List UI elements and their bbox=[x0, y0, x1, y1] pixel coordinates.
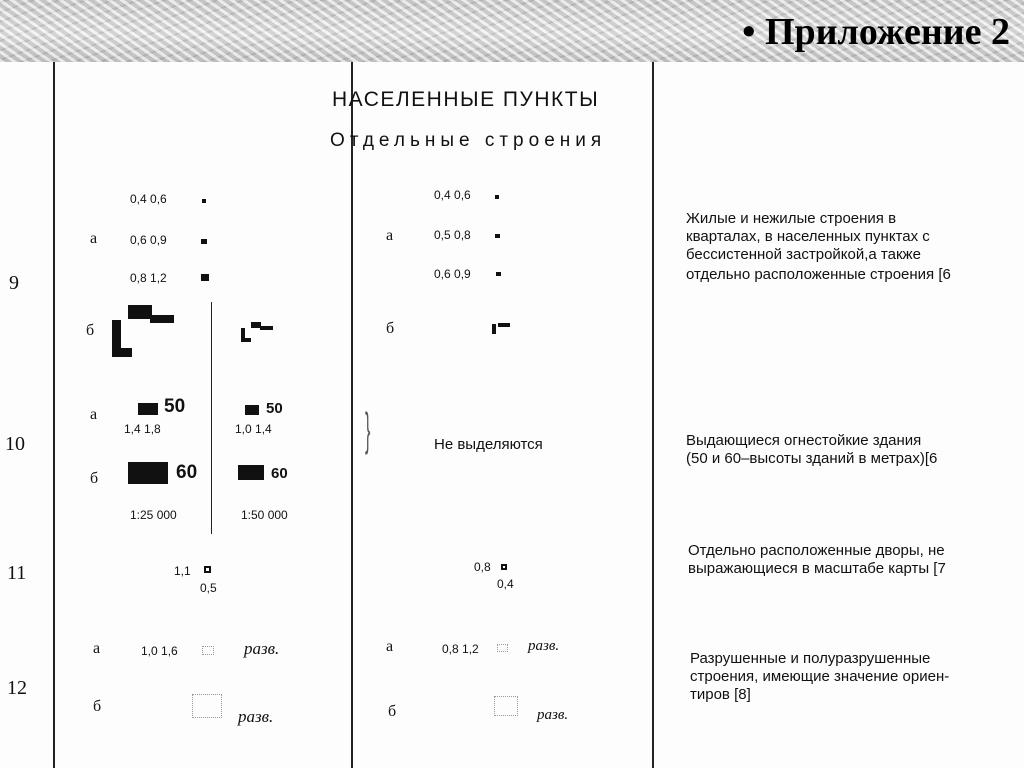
row9-left-dims-1: 0,4 0,6 bbox=[130, 192, 167, 206]
row9-description-line-3: бессистенной застройкой,а также bbox=[686, 246, 921, 263]
row9-label-a: а bbox=[90, 230, 98, 247]
ruined-building-symbol bbox=[202, 646, 214, 655]
row9-right-label-b: б bbox=[386, 320, 395, 337]
ruined-building-symbol bbox=[497, 644, 508, 652]
row11-description-line-1: Отдельно расположенные дворы, не bbox=[688, 542, 945, 559]
row10-label-b: б bbox=[90, 470, 99, 487]
building-symbol-large bbox=[496, 272, 501, 276]
row11-right-dim-b: 0,4 bbox=[497, 577, 514, 591]
row12-description-line-2: строения, имеющие значение ориен- bbox=[690, 668, 950, 685]
building-block-shape bbox=[128, 305, 152, 319]
row9-description-line-4: отдельно расположенные строения [6 bbox=[686, 266, 951, 283]
row11-left-dim-b: 0,5 bbox=[200, 581, 217, 595]
scale-divider bbox=[211, 302, 212, 534]
fireproof-building-symbol bbox=[245, 405, 259, 415]
row12-right-label-a: а bbox=[386, 638, 394, 655]
row12-label-b: б bbox=[93, 698, 102, 715]
building-block-shape bbox=[492, 324, 496, 334]
row9-left-dims-2: 0,6 0,9 bbox=[130, 233, 167, 247]
row12-description-line-1: Разрушенные и полуразрушенные bbox=[690, 650, 931, 667]
row12-description-line-3: тиров [8] bbox=[690, 686, 751, 703]
row12-right-dims: 0,8 1,2 bbox=[442, 642, 479, 656]
scale-1-25000: 1:25 000 bbox=[130, 508, 177, 522]
legend-subheading: Отдельные строения bbox=[330, 130, 607, 151]
row12-razv-a-left: разв. bbox=[244, 639, 280, 658]
row-number-10: 10 bbox=[5, 433, 25, 455]
slide-title: • Приложение 2 bbox=[742, 11, 1010, 53]
building-block-shape bbox=[112, 348, 132, 357]
row-number-9: 9 bbox=[9, 272, 19, 294]
row9-left-dims-3: 0,8 1,2 bbox=[130, 271, 167, 285]
row10-not-shown: Не выделяются bbox=[434, 436, 543, 453]
building-block-shape bbox=[498, 323, 510, 327]
row9-right-dims-3: 0,6 0,9 bbox=[434, 267, 471, 281]
row10-label-a: а bbox=[90, 406, 98, 423]
brace-symbol: } bbox=[364, 403, 371, 455]
ruined-building-large-symbol bbox=[494, 696, 518, 716]
ruined-building-large-symbol bbox=[192, 694, 222, 718]
row12-razv-b-left: разв. bbox=[238, 707, 274, 726]
right-rule bbox=[652, 62, 654, 768]
row11-left-dim-a: 1,1 bbox=[174, 564, 191, 578]
row10-mid-dims: 1,0 1,4 bbox=[235, 422, 272, 436]
courtyard-symbol bbox=[204, 566, 211, 573]
row12-razv-b-right: разв. bbox=[537, 707, 569, 723]
row9-description-line-1: Жилые и нежилые строения в bbox=[686, 210, 897, 227]
row10-height-60-mid: 60 bbox=[271, 465, 288, 482]
row10-height-50: 50 bbox=[164, 396, 186, 417]
building-symbol-small bbox=[202, 199, 206, 203]
building-block-shape bbox=[260, 326, 273, 330]
row12-label-a: а bbox=[93, 640, 101, 657]
row12-razv-a-right: разв. bbox=[528, 638, 560, 654]
row-number-12: 12 bbox=[7, 677, 27, 699]
building-symbol-small bbox=[495, 195, 499, 199]
fireproof-building-symbol bbox=[138, 403, 158, 415]
row-number-11: 11 bbox=[7, 562, 27, 584]
building-symbol-medium bbox=[201, 239, 207, 244]
row12-right-label-b: б bbox=[388, 703, 397, 720]
middle-rule bbox=[351, 62, 353, 768]
row9-right-dims-1: 0,4 0,6 bbox=[434, 188, 471, 202]
scale-1-50000: 1:50 000 bbox=[241, 508, 288, 522]
row12-left-dims: 1,0 1,6 bbox=[141, 644, 178, 658]
row10-height-50-mid: 50 bbox=[266, 400, 283, 417]
row11-right-dim-a: 0,8 bbox=[474, 560, 491, 574]
slide-banner bbox=[0, 0, 1024, 62]
building-block-shape bbox=[241, 338, 251, 342]
row10-left-dims: 1,4 1,8 bbox=[124, 422, 161, 436]
row9-label-b: б bbox=[86, 322, 95, 339]
courtyard-symbol bbox=[501, 564, 507, 570]
building-symbol-large bbox=[201, 274, 209, 281]
row9-description-line-2: кварталах, в населенных пунктах с bbox=[686, 228, 930, 245]
building-symbol-medium bbox=[495, 234, 500, 238]
fireproof-building-large-symbol bbox=[238, 465, 264, 480]
building-block-shape bbox=[150, 315, 174, 323]
row9-right-label-a: а bbox=[386, 227, 394, 244]
row10-description-line-2: (50 и 60–высоты зданий в метрах)[6 bbox=[686, 450, 938, 467]
row10-height-60: 60 bbox=[176, 462, 198, 483]
row9-right-dims-2: 0,5 0,8 bbox=[434, 228, 471, 242]
legend-sheet bbox=[0, 62, 1024, 768]
fireproof-building-large-symbol bbox=[128, 462, 168, 484]
row10-description-line-1: Выдающиеся огнестойкие здания bbox=[686, 432, 922, 449]
legend-heading: НАСЕЛЕННЫЕ ПУНКТЫ bbox=[332, 88, 600, 111]
row11-description-line-2: выражающиеся в масштабе карты [7 bbox=[688, 560, 946, 577]
left-rule bbox=[53, 62, 55, 768]
